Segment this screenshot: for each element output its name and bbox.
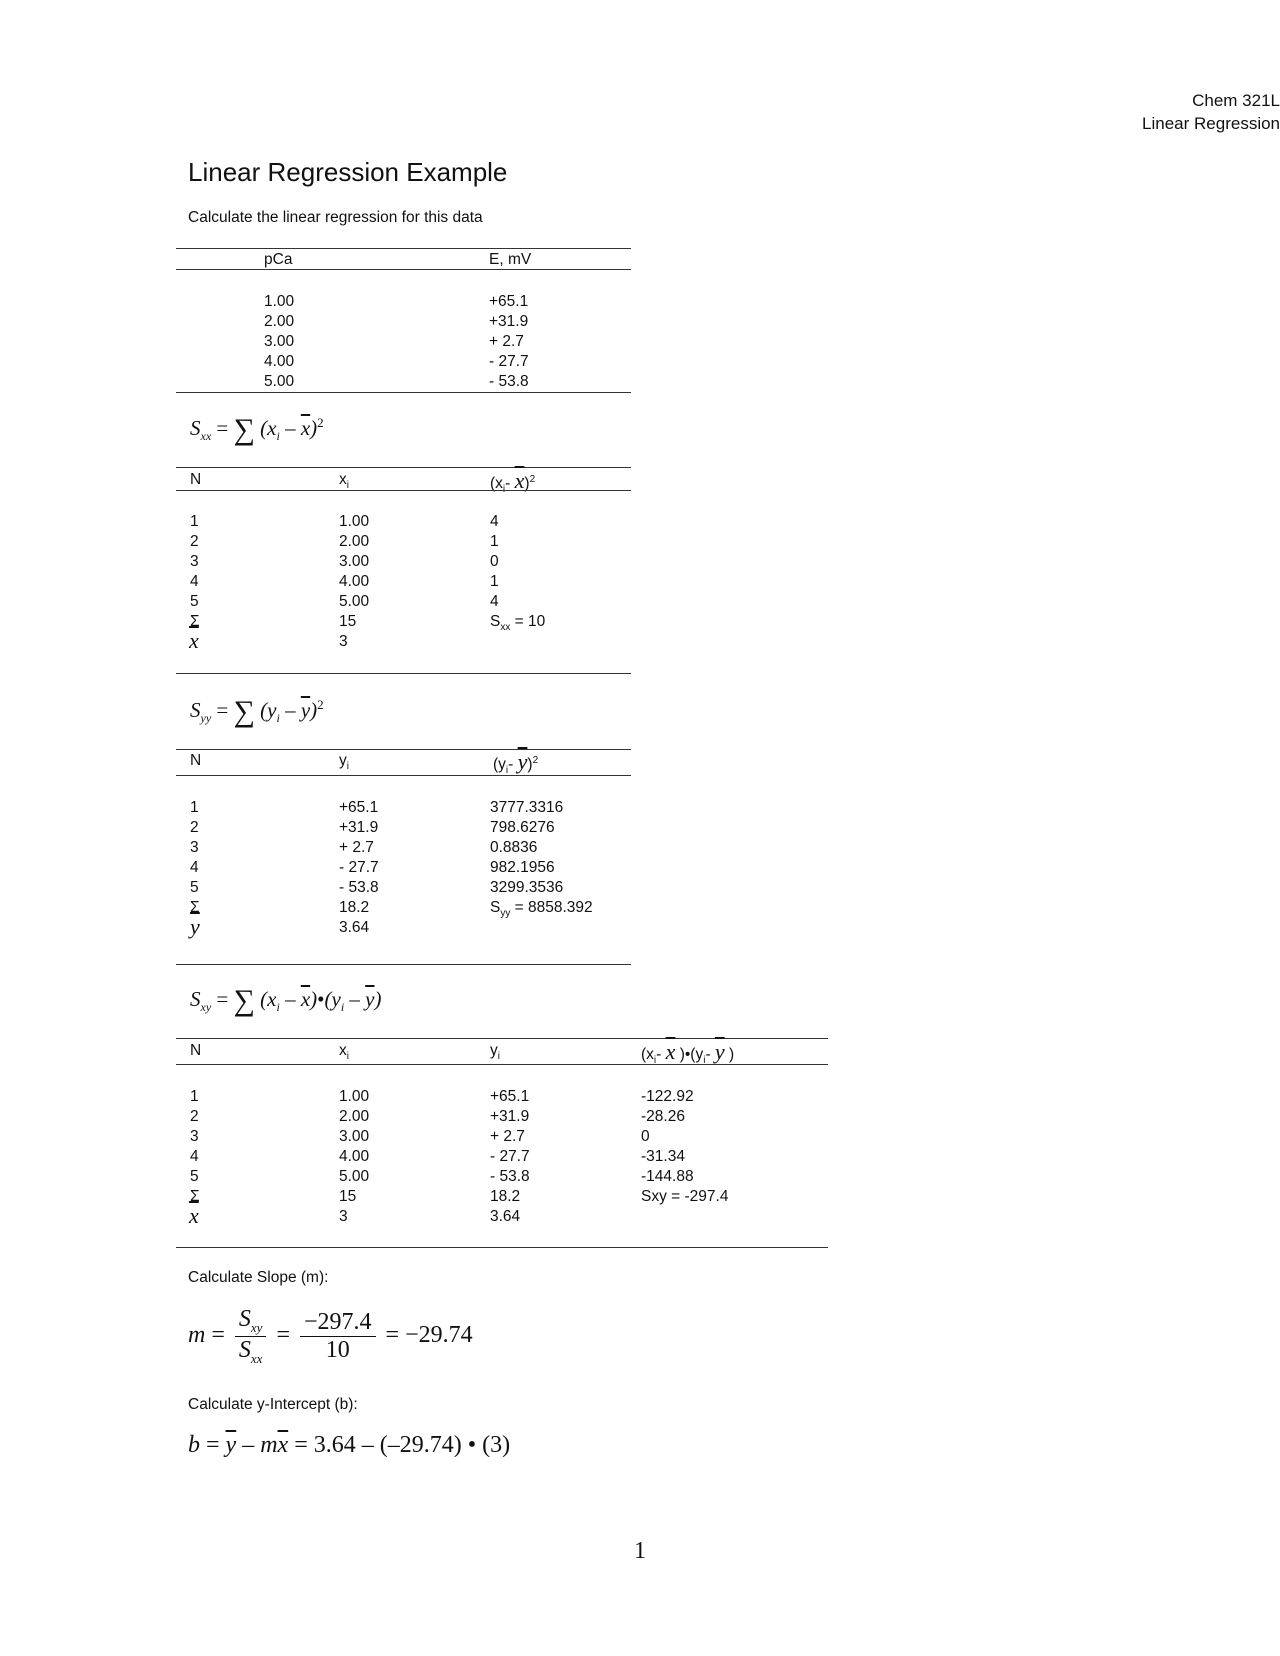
header-xi: $x_i$ bbox=[339, 471, 349, 492]
row-x: 5.00 bbox=[339, 593, 370, 610]
table-cell: 5.00 bbox=[264, 373, 295, 390]
row-y: +31.9 bbox=[339, 819, 379, 836]
sxx-result: $S_{xx} = 10$ bbox=[490, 613, 546, 634]
sum-symbol: Σ bbox=[190, 1188, 200, 1205]
slope-sym-fraction: $\frac{S_{xy}}{S_{xx}}$ bbox=[235, 1306, 267, 1367]
table-cell: 3.00 bbox=[264, 333, 295, 350]
row-n: 4 bbox=[190, 573, 199, 590]
header-yi-ybar-sq: ($y_i-$ $\overline{y})^2$ bbox=[493, 749, 539, 777]
table-rule bbox=[176, 673, 631, 674]
row-sq: 1 bbox=[490, 573, 499, 590]
row-y: 3.64 bbox=[339, 919, 370, 936]
page-number: 1 bbox=[634, 1538, 646, 1564]
table-rule bbox=[176, 248, 631, 249]
row-y: - 27.7 bbox=[490, 1148, 530, 1165]
table-rule bbox=[176, 1064, 828, 1065]
row-sq: 798.6276 bbox=[490, 819, 555, 836]
syy-formula: $S_{yy}$ = ∑ $(y_i - \overline{y})^2$ bbox=[190, 695, 324, 728]
row-n: 2 bbox=[190, 1108, 199, 1125]
topic-label: Linear Regression bbox=[1142, 114, 1280, 133]
table-cell: +65.1 bbox=[489, 293, 529, 310]
row-prod: 0 bbox=[641, 1128, 650, 1145]
row-y: + 2.7 bbox=[339, 839, 374, 856]
row-n: 5 bbox=[190, 593, 199, 610]
row-x: 3.00 bbox=[339, 1128, 370, 1145]
table-rule bbox=[176, 490, 631, 491]
intercept-equation: $b = \overline{y} - m\overline{x} = 3.64 - (-29.74)$ • (3) bbox=[188, 1432, 511, 1458]
table-rule bbox=[176, 467, 631, 468]
row-y: + 2.7 bbox=[490, 1128, 525, 1145]
row-n: 1 bbox=[190, 1088, 199, 1105]
slope-equation: m = $\frac{S_{xy}}{S_{xx}}$ = $\frac{-297.4}{10}$ = −29.74 bbox=[188, 1306, 473, 1366]
row-y: +65.1 bbox=[339, 799, 379, 816]
header-product: ($x_i-$ $\overline{x}$ )$•(y_i-$ $\overline{y}$ ) bbox=[641, 1039, 735, 1067]
table-rule bbox=[176, 1247, 828, 1248]
row-n: 2 bbox=[190, 819, 199, 836]
table-cell: +31.9 bbox=[489, 313, 529, 330]
header-n: N bbox=[190, 471, 202, 488]
row-x: 4.00 bbox=[339, 1148, 370, 1165]
row-sq: 4 bbox=[490, 513, 499, 530]
row-x: 15 bbox=[339, 613, 357, 630]
row-sq: 982.1956 bbox=[490, 859, 555, 876]
sxy-result: Sxy = -297.4 bbox=[641, 1188, 729, 1205]
header-n: N bbox=[190, 752, 202, 769]
intercept-label: Calculate y-Intercept (b): bbox=[188, 1396, 358, 1413]
formula-s: S bbox=[190, 416, 201, 440]
mean-symbol: $\overline{y}$ bbox=[190, 914, 200, 939]
row-n: 3 bbox=[190, 839, 199, 856]
row-x: 2.00 bbox=[339, 533, 370, 550]
row-sq: 4 bbox=[490, 593, 499, 610]
row-n: 2 bbox=[190, 533, 199, 550]
header-yi: $y_i$ bbox=[490, 1042, 500, 1063]
row-n: 1 bbox=[190, 799, 199, 816]
row-n: 5 bbox=[190, 1168, 199, 1185]
table-cell: - 27.7 bbox=[489, 353, 529, 370]
sum-symbol: Σ bbox=[190, 613, 200, 630]
row-x: 15 bbox=[339, 1188, 357, 1205]
row-sq: 0 bbox=[490, 553, 499, 570]
row-x: 5.00 bbox=[339, 1168, 370, 1185]
row-n: 5 bbox=[190, 879, 199, 896]
row-sq: 1 bbox=[490, 533, 499, 550]
header-n: N bbox=[190, 1042, 202, 1059]
table-rule bbox=[176, 775, 631, 776]
table-rule bbox=[176, 964, 631, 965]
row-x: 1.00 bbox=[339, 1088, 370, 1105]
mean-symbol: $\overline{x}$ bbox=[189, 1203, 199, 1228]
row-x: 3.00 bbox=[339, 553, 370, 570]
course-label: Chem 321L bbox=[1192, 91, 1280, 110]
row-prod: -31.34 bbox=[641, 1148, 685, 1165]
row-n: 1 bbox=[190, 513, 199, 530]
syy-result: $S_{yy} = 8858.392$ bbox=[490, 899, 593, 920]
table-cell: - 53.8 bbox=[489, 373, 529, 390]
sxy-formula: $S_{xy}$ = ∑ ($x_i$ – $\overline{x})•(y_i - \overline{y})$ bbox=[190, 984, 382, 1017]
row-y: +65.1 bbox=[490, 1088, 530, 1105]
slope-val-fraction: $\frac{-297.4}{10}$ bbox=[300, 1309, 376, 1364]
row-y: 3.64 bbox=[490, 1208, 521, 1225]
row-n: 3 bbox=[190, 1128, 199, 1145]
row-n: 4 bbox=[190, 1148, 199, 1165]
formula-sub: xx bbox=[200, 429, 212, 444]
row-n: 3 bbox=[190, 553, 199, 570]
row-y: +31.9 bbox=[490, 1108, 530, 1125]
table-cell: + 2.7 bbox=[489, 333, 524, 350]
table-rule bbox=[176, 392, 631, 393]
row-sq: 3299.3536 bbox=[490, 879, 564, 896]
header-yi: $y_i$ bbox=[339, 752, 349, 773]
slope-label: Calculate Slope (m): bbox=[188, 1269, 329, 1286]
intro-text: Calculate the linear regression for this data bbox=[188, 209, 483, 226]
row-x: 4.00 bbox=[339, 573, 370, 590]
table-cell: 1.00 bbox=[264, 293, 295, 310]
header-pca: pCa bbox=[264, 251, 293, 268]
row-prod: -144.88 bbox=[641, 1168, 694, 1185]
table-cell: 4.00 bbox=[264, 353, 295, 370]
sxx-formula: $S_{xx}$ = ∑ $(x_i - \overline{x})^2$ bbox=[190, 413, 324, 446]
row-x: 2.00 bbox=[339, 1108, 370, 1125]
row-y: 18.2 bbox=[339, 899, 370, 916]
row-y: - 27.7 bbox=[339, 859, 379, 876]
row-x: 3 bbox=[339, 633, 348, 650]
header-emv: E, mV bbox=[489, 251, 532, 268]
page-title: Linear Regression Example bbox=[188, 157, 508, 187]
row-x: 1.00 bbox=[339, 513, 370, 530]
row-sq: 3777.3316 bbox=[490, 799, 564, 816]
row-y: 18.2 bbox=[490, 1188, 521, 1205]
row-prod: -28.26 bbox=[641, 1108, 685, 1125]
header-xi: $x_i$ bbox=[339, 1042, 349, 1063]
row-n: 4 bbox=[190, 859, 199, 876]
mean-symbol: $\overline{x}$ bbox=[189, 628, 199, 653]
table-cell: 2.00 bbox=[264, 313, 295, 330]
table-rule bbox=[176, 749, 631, 750]
row-y: - 53.8 bbox=[490, 1168, 530, 1185]
sum-symbol: Σ bbox=[190, 899, 200, 916]
table-rule bbox=[176, 269, 631, 270]
row-prod: -122.92 bbox=[641, 1088, 694, 1105]
header-xi-xbar-sq: ($x_i-$ $\overline{x})^2$ bbox=[490, 468, 536, 496]
row-x: 3 bbox=[339, 1208, 348, 1225]
row-y: - 53.8 bbox=[339, 879, 379, 896]
row-sq: 0.8836 bbox=[490, 839, 538, 856]
